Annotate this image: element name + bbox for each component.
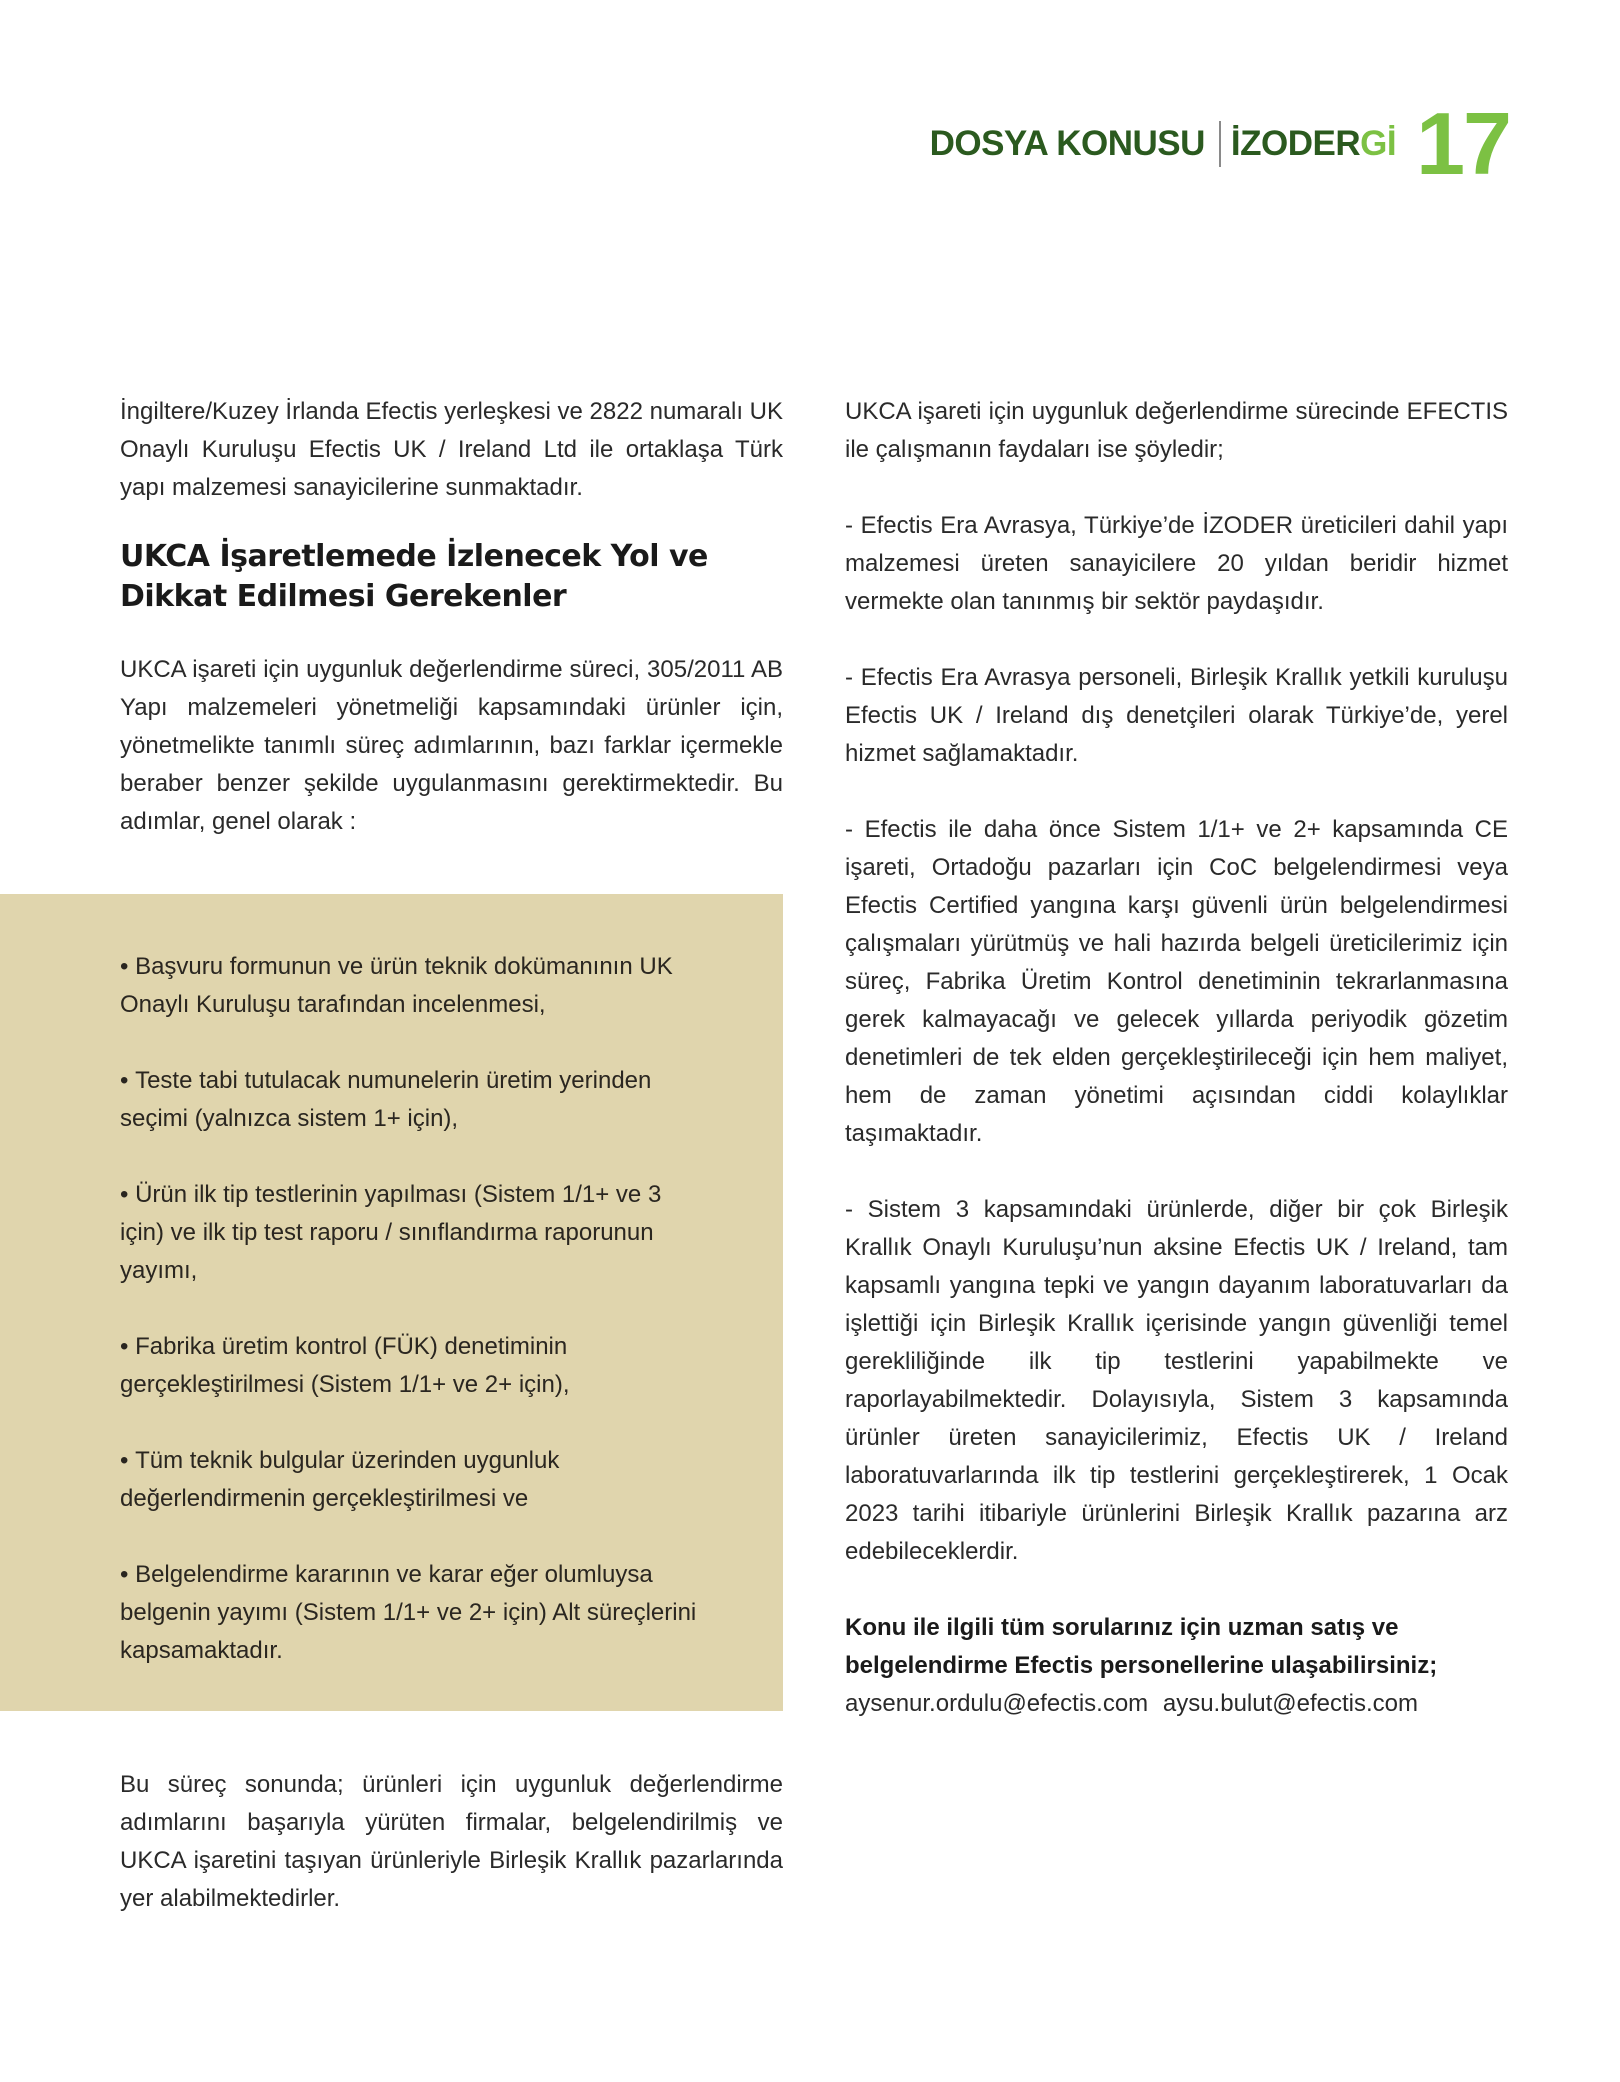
steps-box	[0, 894, 783, 1711]
step-item: • Teste tabi tutulacak numunelerin üretim yerinden seçimi (yalnızca sistem 1+ için),	[120, 1062, 710, 1138]
page-number: 17	[1416, 94, 1510, 193]
process-paragraph: UKCA işareti için uygunluk değerlendirme süreci, 305/2011 AB Yapı malzemeleri yönetmeliği kapsamındaki ürünler için, yönetmelikte tanımlı süreç adımlarının, bazı farklar içermekle beraber benzer şekilde uygulanmasını gerektirmektedir. Bu adımlar, genel olarak :	[120, 656, 783, 835]
email-link[interactable]: aysenur.ordulu@efectis.com	[845, 1690, 1149, 1717]
page-header	[929, 94, 1510, 193]
benefit-item: - Efectis ile daha önce Sistem 1/1+ ve 2+ kapsamında CE işareti, Ortadoğu pazarları için CoC belgelendirmesi veya Efectis Certified yangına karşı güvenli ürün belgelendirmesi çalışmaları yürütmüş ve hali hazırda belgeli üreticilerimiz için süreç, Fabrika Üretim Kontrol denetiminin tekrarlanmasına gerek kalmayacağı ve gelecek yıllarda periyodik gözetim denetimleri de tek elden gerçekleştirileceği için hem maliyet, hem de zaman yönetimi açısından ciddi kolaylıklar taşımaktadır.	[845, 816, 1508, 1147]
step-item: • Belgelendirme kararının ve karar eğer olumluysa belgenin yayımı (Sistem 1/1+ ve 2+ için) Alt süreçlerini kapsamaktadır.	[120, 1556, 710, 1670]
section-heading: UKCA İşaretlemede İzlenecek Yol ve Dikkat Edilmesi Gerekenler	[120, 539, 708, 614]
step-item: • Başvuru formunun ve ürün teknik dokümanının UK Onaylı Kuruluşu tarafından incelenmesi,	[120, 948, 710, 1024]
email-link[interactable]: aysu.bulut@efectis.com	[1162, 1690, 1418, 1717]
left-intro-paragraph: İngiltere/Kuzey İrlanda Efectis yerleşkesi ve 2822 numaralı UK Onaylı Kuruluşu Efectis UK / Ireland Ltd ile ortaklaşa Türk yapı malzemesi sanayicilerine sunmaktadır.	[120, 398, 783, 501]
contact-note: Konu ile ilgili tüm sorularınız için uzman satış ve belgelendirme Efectis personellerine ulaşabilirsiniz;	[845, 1614, 1438, 1679]
benefit-item: - Sistem 3 kapsamındaki ürünlerde, diğer bir çok Birleşik Krallık Onaylı Kuruluşu’nun aksine Efectis UK / Ireland, tam kapsamlı yangına tepki ve yangın dayanım laboratuvarları da işlettiği için Birleşik Krallık içerisinde yangın güvenliği temel gerekliliğinde ilk tip testlerini yapabilmekte ve raporlayabilmektedir. Dolayısıyla, Sistem 3 kapsamında ürünler üreten sanayicilerimiz, Efectis UK / Ireland laboratuvarlarında ilk tip testlerini gerçekleştirerek, 1 Ocak 2023 tarihi itibariyle ürünlerini Birleşik Krallık pazarına arz edebileceklerdir.	[845, 1196, 1508, 1565]
left-conclusion	[120, 1766, 783, 1918]
magazine-logo-light: Gİ	[1360, 124, 1397, 163]
step-item: • Ürün ilk tip testlerinin yapılması (Sistem 1/1+ ve 3 için) ve ilk tip test raporu / sınıflandırma raporunun yayımı,	[120, 1176, 710, 1290]
magazine-logo-dark: İZODER	[1230, 124, 1361, 163]
step-item: • Tüm teknik bulgular üzerinden uygunluk değerlendirmenin gerçekleştirilmesi ve	[120, 1442, 710, 1518]
header-divider	[1219, 121, 1221, 167]
benefit-item: - Efectis Era Avrasya, Türkiye’de İZODER üreticileri dahil yapı malzemesi üreten sanayicilere 20 yıldan beridir hizmet vermekte olan tanınmış bir sektör paydaşıdır.	[845, 512, 1508, 615]
right-column	[845, 393, 1508, 1723]
benefits-intro: UKCA işareti için uygunluk değerlendirme sürecinde EFECTIS ile çalışmanın faydaları ise şöyledir;	[845, 398, 1508, 463]
conclusion-paragraph: Bu süreç sonunda; ürünleri için uygunluk değerlendirme adımlarını başarıyla yürüten firmalar, belgelendirilmiş ve UKCA işaretini taşıyan ürünleriyle Birleşik Krallık pazarlarında yer alabilmektedirler.	[120, 1771, 783, 1912]
step-item: • Fabrika üretim kontrol (FÜK) denetiminin gerçekleştirilmesi (Sistem 1/1+ ve 2+ için),	[120, 1328, 710, 1404]
benefit-item: - Efectis Era Avrasya personeli, Birleşik Krallık yetkili kuruluşu Efectis UK / Ireland dış denetçileri olarak Türkiye’de, yerel hizmet sağlamaktadır.	[845, 664, 1508, 767]
left-column	[120, 393, 783, 841]
steps-list	[120, 948, 710, 1708]
magazine-logo	[1231, 124, 1396, 164]
contact-emails	[845, 1685, 1508, 1723]
section-label: DOSYA KONUSU	[929, 124, 1205, 163]
